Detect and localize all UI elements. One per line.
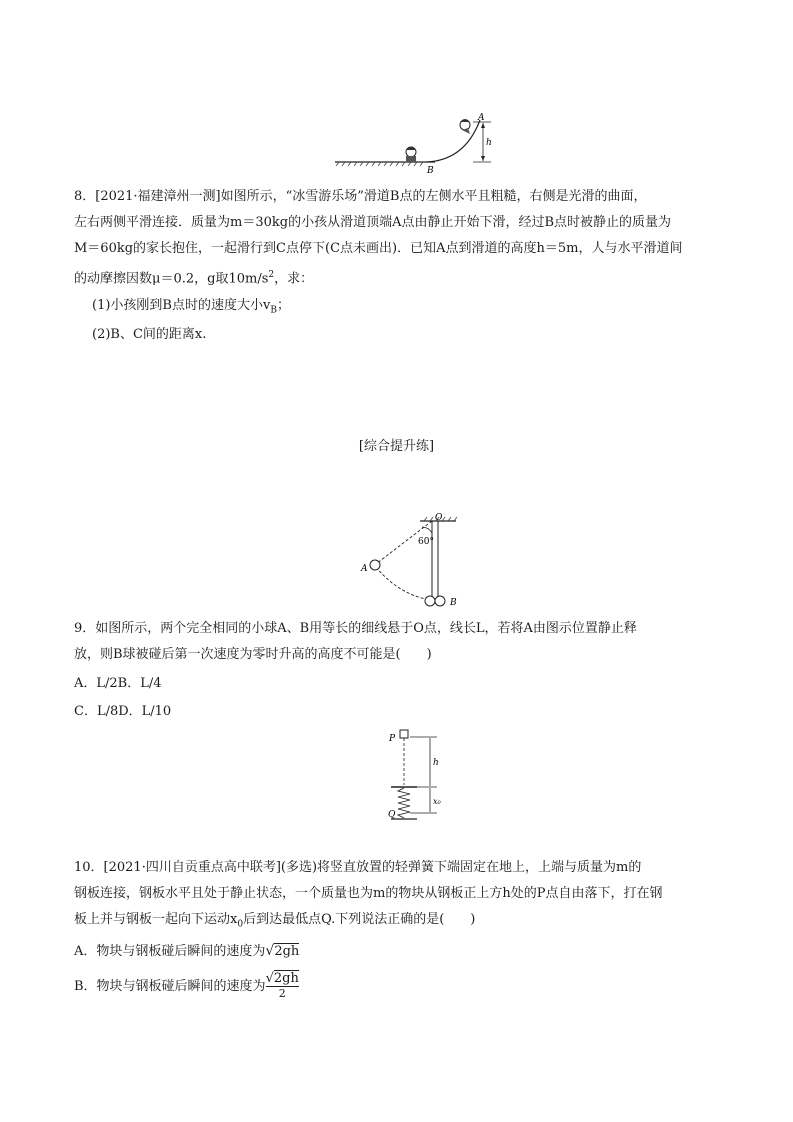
label-q: Q [388,810,396,820]
label-a: A [478,113,485,123]
label-b: B [427,166,434,174]
label-x0: x₀ [433,797,441,806]
label-b: B [450,598,457,608]
pendulum-figure [358,512,468,612]
q10-line-3: 板上并与钢板一起向下运动$x_0$后到达最低点Q.下列说法正确的是( ) [74,912,476,930]
q8-sub-1: (1)小孩刚到B点时的速度大小$v_B$； [92,298,290,316]
label-o: O [435,513,443,523]
label-angle: 60° [418,537,434,547]
label-h: h [486,138,492,148]
q9-line-2: 放，则B球被碰后第一次速度为零时升高的高度不可能是( ) [74,647,432,662]
q10-option-b: B．物块与钢板碰后瞬间的速度为 √2gh 2 [74,971,299,1000]
child-figure-top [460,119,470,134]
label-h: h [433,758,439,768]
section-heading: [综合提升练] [358,439,435,454]
q8-line-3: M＝60kg的家长抱住，一起滑行到C点停下(C点未画出)．已知A点到滑道的高度h＝5m，人与水平滑道间 [74,241,683,256]
q9-line-1: 9．如图所示，两个完全相同的小球A、B用等长的细线悬于O点，线长L，若将A由图示位置静止释 [74,621,637,636]
q10-option-a: A．物块与钢板碰后瞬间的速度为√2gh [74,943,300,959]
q9-option-cd: C．L/8D．L/10 [74,704,172,719]
spring-figure [385,727,455,827]
slide-figure [335,112,500,174]
q8-sub-2: (2)B、C间的距离x. [92,327,207,342]
parent-figure [406,147,416,163]
q8-line-1: 8．[2021·福建漳州一测]如图所示，“冰雪游乐场”滑道B点的左侧水平且粗糙，右侧是光滑的曲面， [74,189,647,204]
q8-line-4: 的动摩擦因数μ＝0.2，g取$10m/s^2$，求： [74,270,314,287]
q8-line-2: 左右两侧平滑连接．质量为m＝30kg的小孩从滑道顶端A点由静止开始下滑，经过B点时被静止的质量为 [74,215,672,230]
label-p: P [389,734,396,744]
label-a: A [361,564,368,574]
q9-option-ab: A．L/2B．L/4 [74,676,162,691]
q10-line-2: 钢板连接，钢板水平且处于静止状态，一个质量也为m的物块从钢板正上方h处的P点自由落下，打在钢 [74,886,663,901]
q10-line-1: 10．[2021·四川自贡重点高中联考](多选)将竖直放置的轻弹簧下端固定在地上，上端与质量为m的 [74,860,642,875]
